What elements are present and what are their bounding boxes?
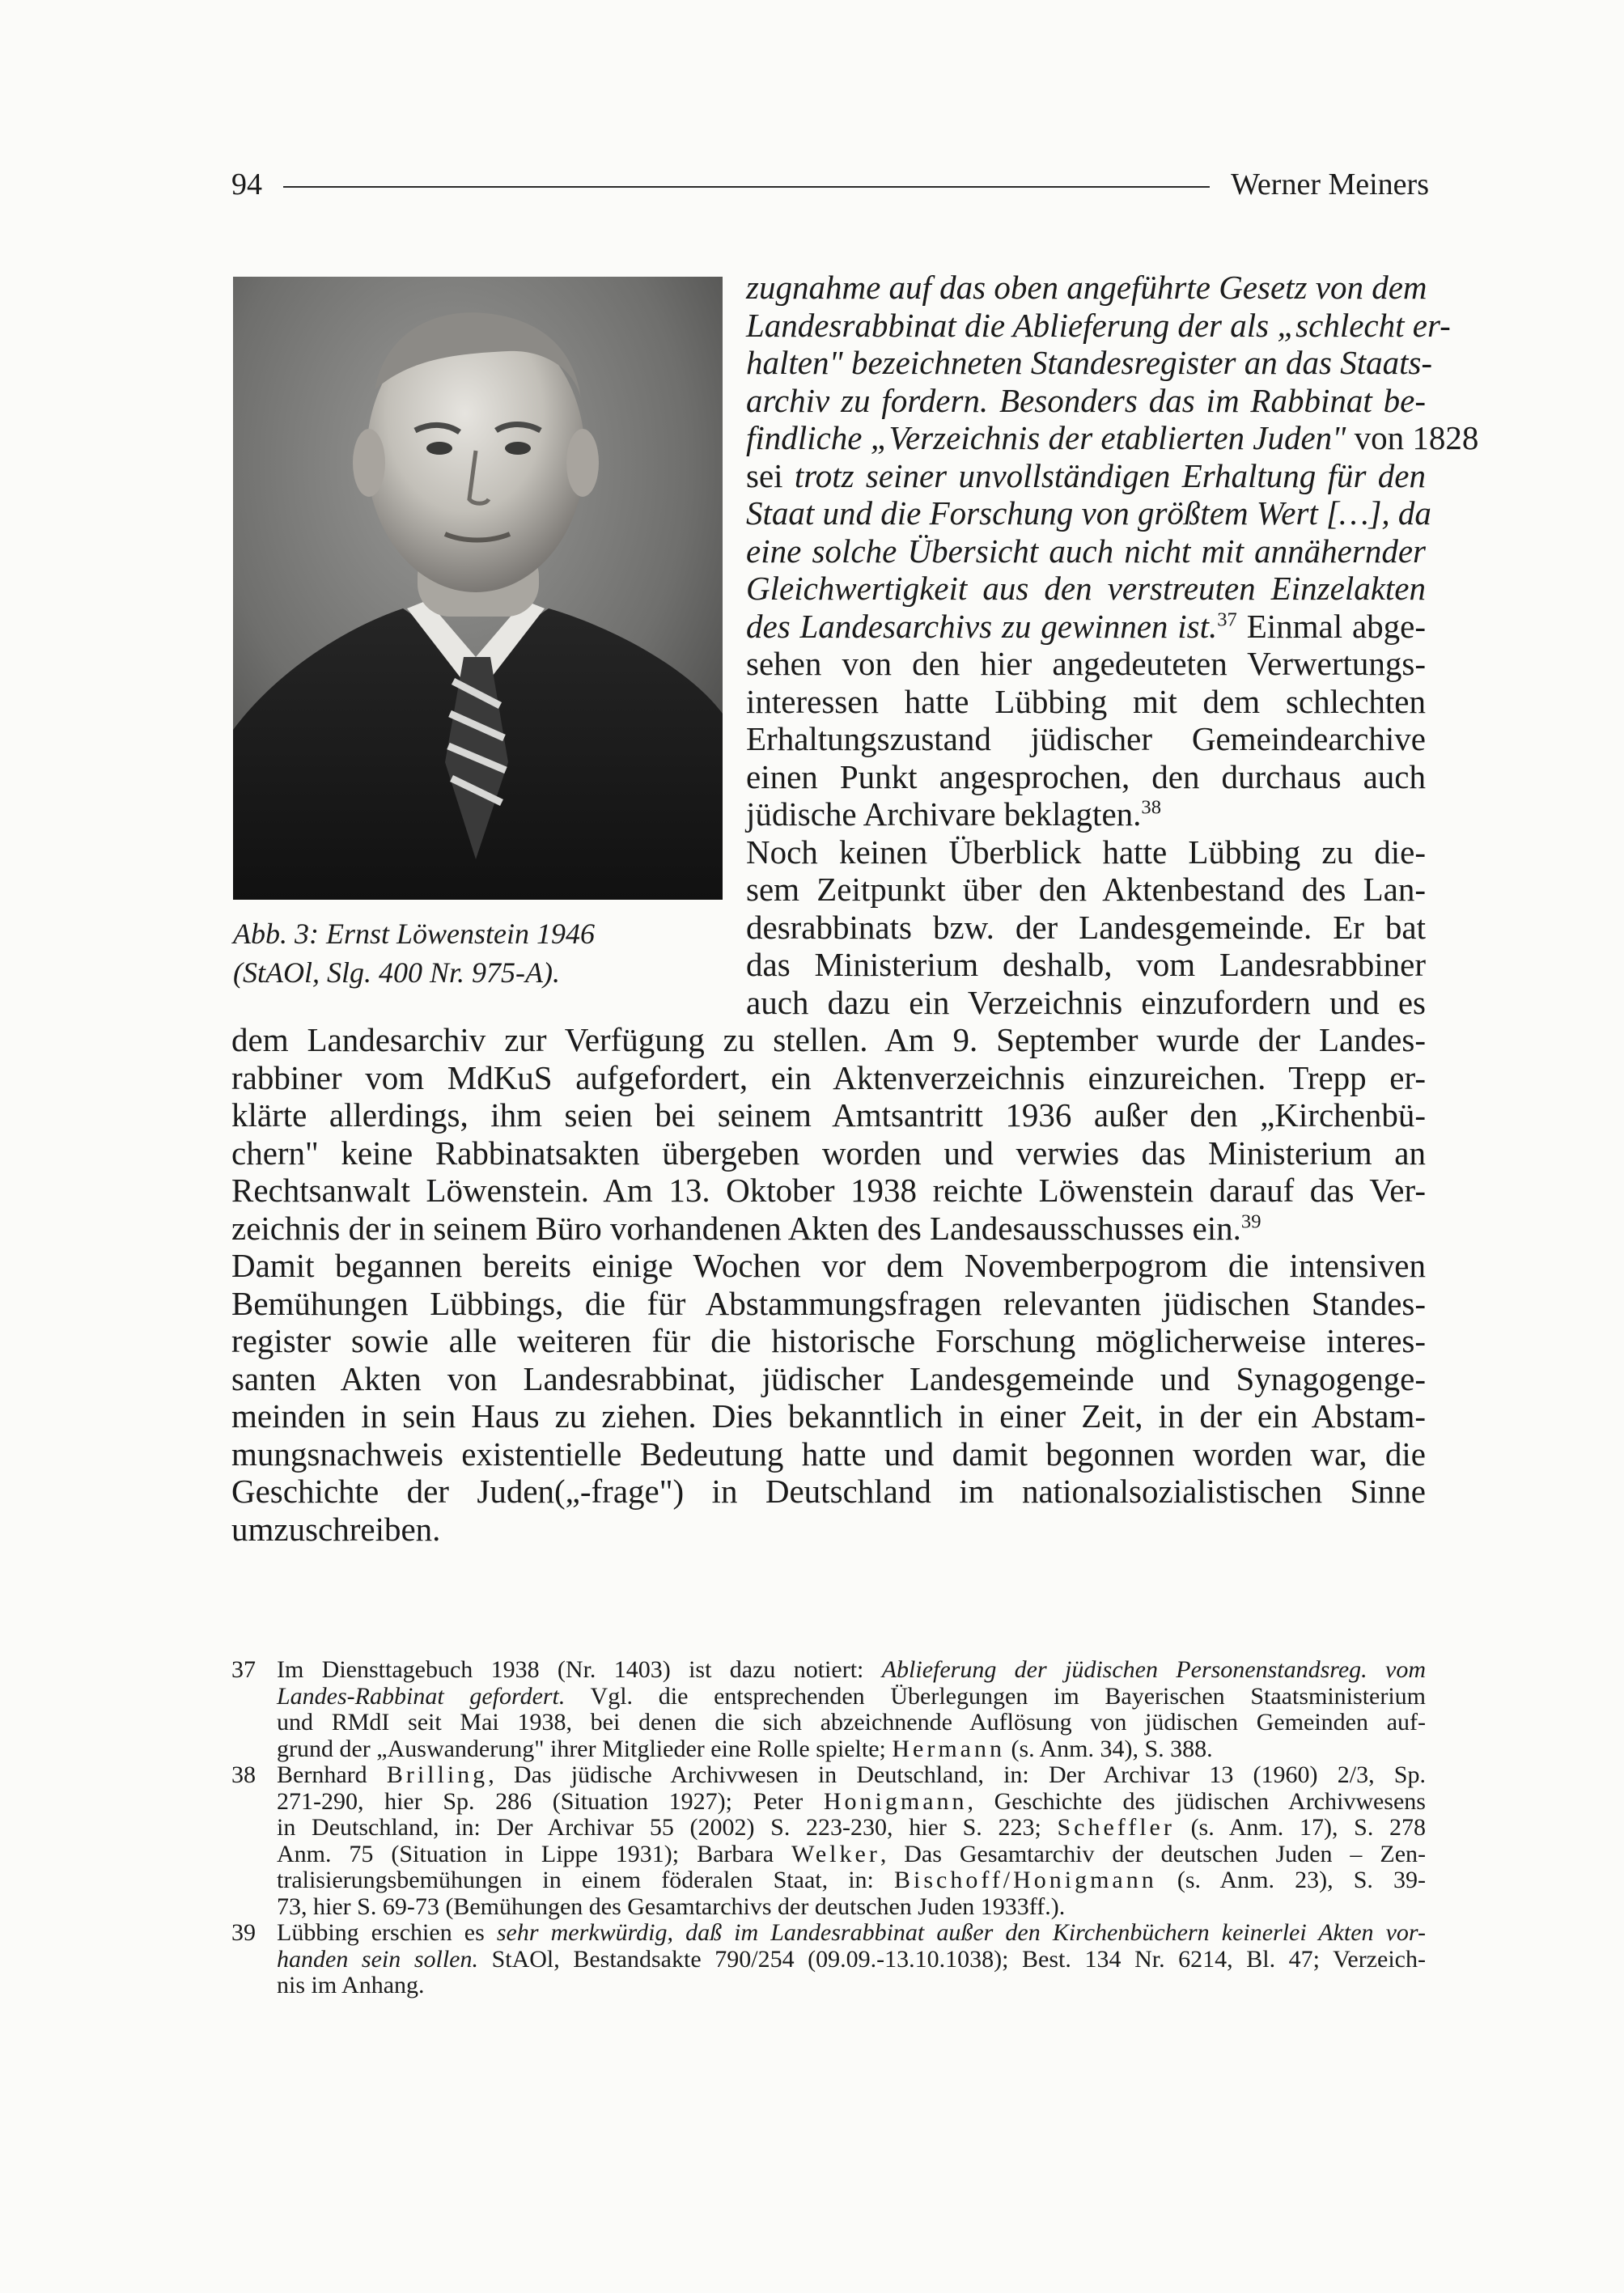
text-line	[746, 306, 1451, 345]
italic-text: Landes-Rabbinat gefordert.	[277, 1682, 566, 1710]
text-segment: Vgl. die entsprechenden Überlegungen im Bayerischen Staatsministerium	[565, 1682, 1427, 1710]
text-segment: Honigmann	[823, 1787, 968, 1815]
running-head-author: Werner Meiners	[1231, 167, 1429, 201]
text-segment: Einmal abge-	[1236, 607, 1426, 645]
text-line	[746, 984, 1426, 1022]
text-line	[231, 1210, 1426, 1248]
text-segment: auch dazu ein Verzeichnis einzufordern und es	[746, 983, 1426, 1021]
text-segment: Brilling	[386, 1761, 489, 1788]
text-segment: jüdische Archivare beklagten.	[746, 795, 1142, 833]
text-line	[277, 1657, 1426, 1684]
text-segment: register sowie alle weiteren für die historische Forschung möglicherweise interes-	[231, 1322, 1426, 1359]
text-line	[746, 344, 1433, 382]
italic-text: archiv zu fordern. Besonders das im Rabbinat be-	[746, 381, 1426, 419]
text-line	[746, 269, 1426, 307]
text-line	[746, 833, 1426, 871]
text-line	[277, 1920, 1426, 1947]
text-line	[746, 532, 1426, 570]
text-segment: 271-290, hier Sp. 286 (Situation 1927); Peter	[277, 1787, 824, 1815]
text-segment: nis im Anhang.	[277, 1972, 425, 1998]
text-line	[746, 608, 1426, 646]
text-line	[277, 1762, 1426, 1789]
text-line	[277, 1815, 1426, 1842]
italic-text: findliche „Verzeichnis der etablierten Juden"	[746, 419, 1346, 456]
text-line	[231, 1397, 1426, 1435]
text-line	[231, 1172, 1426, 1210]
italic-text: trotz seiner unvollständigen Erhaltung für den	[794, 456, 1427, 494]
text-line	[231, 1096, 1426, 1134]
italic-text: Landesrabbinat die Ablieferung der als „schlecht er-	[746, 306, 1451, 344]
text-segment: , Geschichte des jüdischen Archivwesens	[967, 1787, 1426, 1815]
text-segment: Damit begannen bereits einige Wochen vor dem Novemberpogrom die intensiven	[231, 1247, 1426, 1284]
text-line	[277, 1947, 1426, 1973]
running-header	[231, 159, 1429, 210]
footnote-reference: 39	[1240, 1210, 1261, 1232]
italic-text: Staat und die Forschung von größtem Wert […], da	[746, 494, 1431, 532]
portrait-photo	[233, 277, 723, 900]
text-line	[277, 1867, 1426, 1894]
text-line	[746, 758, 1426, 796]
text-line	[746, 570, 1426, 608]
text-line	[746, 419, 1479, 457]
footnote-reference: 37	[1217, 608, 1237, 630]
text-segment: das Ministerium deshalb, vom Landesrabbiner	[746, 946, 1426, 983]
text-segment: Rechtsanwalt Löwenstein. Am 13. Oktober 1938 reichte Löwenstein darauf das Ver-	[231, 1172, 1426, 1209]
footnote-number: 37	[231, 1656, 256, 1683]
italic-text: Ablieferung der jüdischen Personenstandsreg. vom	[881, 1656, 1426, 1683]
text-segment: zeichnis der in seinem Büro vorhandenen Akten des Landesausschusses ein.	[231, 1209, 1241, 1247]
text-line	[746, 683, 1426, 721]
text-segment: Erhaltungszustand jüdischer Gemeindearchive	[746, 720, 1426, 757]
text-segment: dem Landesarchiv zur Verfügung zu stellen. Am 9. September wurde der Landes-	[231, 1021, 1426, 1058]
text-segment: chern" keine Rabbinatsakten übergeben worden und verwies das Ministerium an	[231, 1134, 1426, 1172]
text-segment: Bemühungen Lübbings, die für Abstammungsfragen relevanten jüdischen Standes-	[231, 1284, 1426, 1322]
footnote-text	[277, 1657, 1426, 1762]
footnote-number: 39	[231, 1919, 256, 1946]
text-segment: in Deutschland, in: Der Archivar 55 (2002) S. 223-230, hier S. 223;	[277, 1814, 1058, 1841]
text-segment: StAOl, Bestandsakte 790/254 (09.09.-13.10.1038); Best. 134 Nr. 6214, Bl. 47; Verzeich-	[477, 1945, 1426, 1973]
text-line	[746, 720, 1426, 758]
text-segment: , Das Gesamtarchiv der deutschen Juden – Zen-	[880, 1840, 1427, 1867]
text-line	[746, 457, 1426, 495]
text-segment: sehen von den hier angedeuteten Verwertungs-	[746, 645, 1426, 682]
portrait-image	[233, 277, 723, 900]
italic-text: des Landesarchivs zu gewinnen ist.	[746, 607, 1218, 645]
text-line	[231, 1247, 1426, 1285]
text-line	[231, 1059, 1426, 1097]
text-segment: sem Zeitpunkt über den Aktenbestand des Lan-	[746, 871, 1426, 908]
text-segment: santen Akten von Landesrabbinat, jüdischer Landesgemeinde und Synagogenge-	[231, 1359, 1426, 1397]
text-segment: interessen hatte Lübbing mit dem schlechten	[746, 682, 1426, 720]
text-segment: Hermann	[892, 1735, 1005, 1762]
text-segment: Scheffler	[1057, 1814, 1175, 1841]
text-line	[746, 909, 1426, 947]
footnote-text	[277, 1920, 1426, 1999]
text-segment: 73, hier S. 69-73 (Bemühungen des Gesamtarchivs der deutschen Juden 1933ff.).	[277, 1892, 1066, 1920]
text-line	[746, 494, 1431, 532]
footnote-37	[231, 1657, 1426, 1762]
text-segment: desrabbinats bzw. der Landesgemeinde. Er bat	[746, 908, 1426, 946]
text-segment: Geschichte der Juden(„-frage") in Deutschland im nationalsozialistischen Sinne	[231, 1473, 1426, 1510]
footnotes	[231, 1657, 1426, 1999]
italic-text: handen sein sollen.	[277, 1945, 478, 1973]
header-rule	[283, 186, 1210, 188]
text-segment: (s. Anm. 34), S. 388.	[1004, 1735, 1213, 1762]
text-segment: klärte allerdings, ihm seien bei seinem Amtsantritt 1936 außer den „Kirchenbü-	[231, 1096, 1426, 1134]
body-text-narrow-column	[746, 269, 1479, 1021]
footnote-text	[277, 1762, 1426, 1920]
footnote-38	[231, 1762, 1426, 1920]
text-segment: tralisierungsbemühungen in einem föderalen Staat, in:	[277, 1867, 894, 1893]
italic-text: sehr merkwürdig, daß im Landesrabbinat außer den Kirchenbüchern keinerlei Akten vor-	[496, 1919, 1426, 1946]
text-segment: einen Punkt angesprochen, den durchaus auch	[746, 757, 1426, 795]
text-line	[277, 1789, 1426, 1816]
body-text-full-width	[231, 1021, 1426, 1548]
text-line	[231, 1511, 1426, 1549]
figure-caption	[233, 914, 735, 992]
text-segment: sei	[746, 456, 795, 494]
text-segment: Bernhard	[277, 1761, 387, 1788]
italic-text: halten" bezeichneten Standesregister an das Staats-	[746, 344, 1433, 381]
italic-text: eine solche Übersicht auch nicht mit annähernder	[746, 532, 1426, 570]
text-line	[746, 645, 1426, 683]
page-number: 94	[231, 167, 262, 201]
text-line	[231, 1021, 1426, 1059]
text-line	[277, 1894, 1426, 1921]
text-segment: grund der „Auswanderung" ihrer Mitglieder eine Rolle spielte;	[277, 1735, 893, 1762]
text-segment: Lübbing erschien es	[277, 1919, 497, 1946]
text-line	[746, 871, 1426, 909]
italic-text: zugnahme auf das oben angeführte Gesetz von dem	[746, 269, 1427, 306]
text-segment: Welker	[791, 1840, 880, 1867]
caption-line-1: Abb. 3: Ernst Löwenstein 1946	[233, 918, 595, 950]
footnote-number: 38	[231, 1761, 256, 1788]
text-line	[231, 1322, 1426, 1360]
footnote-reference: 38	[1141, 796, 1161, 819]
text-line	[277, 1710, 1426, 1736]
text-line	[277, 1736, 1426, 1763]
text-line	[231, 1285, 1426, 1323]
text-segment: , Das jüdische Archivwesen in Deutschland, in: Der Archivar 13 (1960) 2/3, Sp.	[488, 1761, 1426, 1788]
text-segment: rabbiner vom MdKuS aufgefordert, ein Aktenverzeichnis einzureichen. Trepp er-	[231, 1058, 1426, 1096]
footnote-39	[231, 1920, 1426, 1999]
text-line	[231, 1473, 1426, 1511]
text-line	[277, 1842, 1426, 1868]
text-line	[231, 1134, 1426, 1172]
text-line	[746, 795, 1426, 833]
text-line	[746, 382, 1426, 420]
text-line	[231, 1360, 1426, 1398]
italic-text: Gleichwertigkeit aus den verstreuten Einzelakten	[746, 570, 1426, 607]
text-segment: von 1828	[1346, 419, 1479, 456]
text-segment: und RMdI seit Mai 1938, bei denen die sich abzeichnende Auflösung von jüdischen Gemeinden auf-	[277, 1709, 1426, 1736]
text-segment: Im Diensttagebuch 1938 (Nr. 1403) ist dazu notiert:	[277, 1656, 882, 1683]
text-segment: Noch keinen Überblick hatte Lübbing zu die-	[746, 833, 1426, 871]
text-segment: Anm. 75 (Situation in Lippe 1931); Barbara	[277, 1840, 791, 1867]
caption-line-2: (StAOl, Slg. 400 Nr. 975-A).	[233, 956, 560, 989]
text-segment: meinden in sein Haus zu ziehen. Dies bekanntlich in einer Zeit, in der ein Abstam-	[231, 1397, 1426, 1435]
text-segment: umzuschreiben.	[231, 1510, 441, 1548]
text-line	[277, 1973, 1426, 1999]
text-line	[277, 1684, 1426, 1710]
text-segment: Bischoff/Honigmann	[893, 1867, 1157, 1893]
text-line	[231, 1435, 1426, 1473]
text-line	[746, 946, 1426, 984]
text-segment: (s. Anm. 23), S. 39-	[1156, 1867, 1426, 1893]
text-segment: mungsnachweis existentielle Bedeutung hatte und damit begonnen worden war, die	[231, 1435, 1426, 1473]
text-segment: (s. Anm. 17), S. 278	[1174, 1814, 1427, 1841]
